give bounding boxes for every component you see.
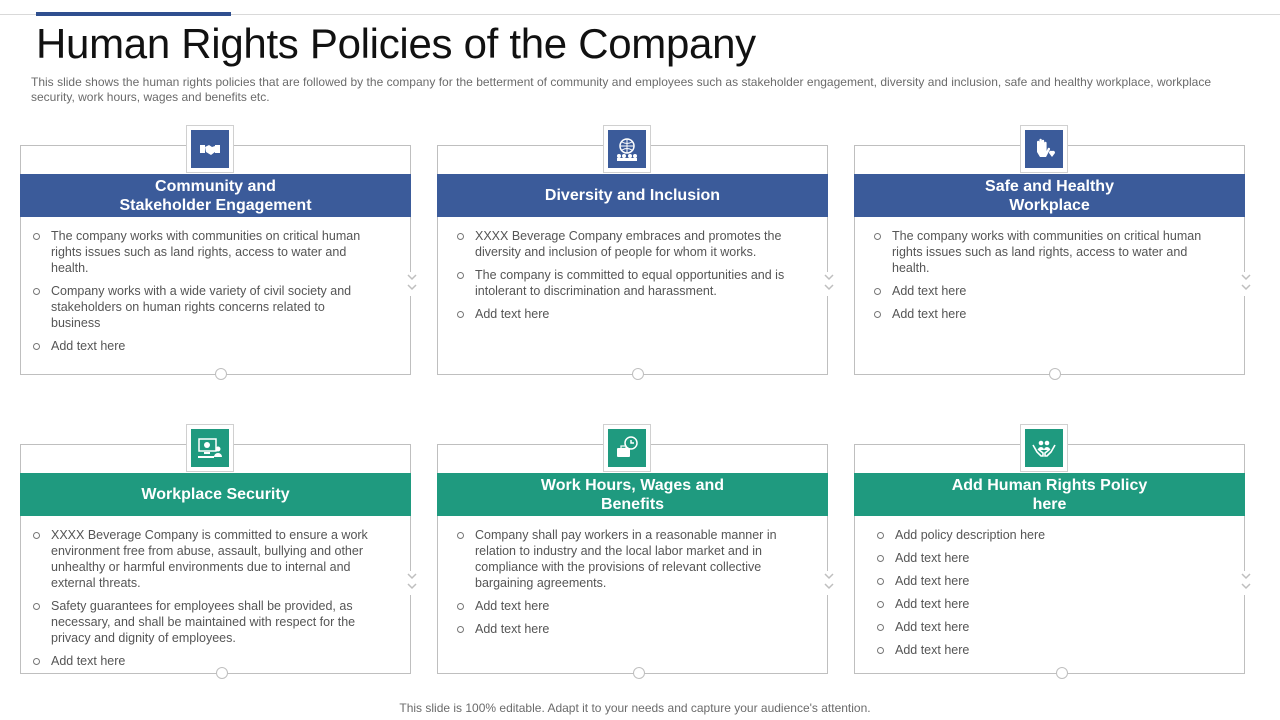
list-item: Company shall pay workers in a reasonable manner in relation to industry and the local labor market and in compliance with the provisions of relevant collective bargaining agreements. (456, 527, 796, 591)
list-item: The company is committed to equal opportunities and is intolerant to discrimination and harassment. (456, 267, 796, 299)
card-heading: Workplace Security (20, 473, 411, 516)
list-item: The company works with communities on critical human rights issues such as land rights, access to water and health. (32, 228, 372, 276)
list-item: Company works with a wide variety of civil society and stakeholders on human rights concerns related to business (32, 283, 372, 331)
card-heading: Diversity and Inclusion (437, 174, 828, 217)
card-bullet-list (456, 527, 796, 644)
list-item: Add text here (456, 306, 796, 322)
chevron-down-icon (406, 272, 418, 296)
card-heading: Add Human Rights Policy here (854, 473, 1245, 516)
list-item: Add text here (876, 550, 1216, 566)
secure-computer-icon (197, 435, 223, 461)
chevron-down-icon (1240, 272, 1252, 296)
card-bullet-list (32, 228, 372, 361)
card-icon-frame (1020, 125, 1068, 173)
connector-dot (633, 667, 645, 679)
list-item: Add text here (32, 338, 372, 354)
page-title: Human Rights Policies of the Company (36, 20, 756, 67)
chevron-down-icon (823, 571, 835, 595)
connector-dot (1049, 368, 1061, 380)
page-subtitle: This slide shows the human rights policies that are followed by the company for the betterment of community and employees such as stakeholder engagement, diversity and inclusion, safe and healthy workplace, workplace security, work hours, wages and benefits etc. (31, 75, 1211, 104)
connector-dot (215, 368, 227, 380)
list-item: Add text here (456, 621, 796, 637)
card-icon-frame (186, 424, 234, 472)
chevron-down-icon (406, 571, 418, 595)
chevron-down-icon (1240, 571, 1252, 595)
list-item: Add text here (876, 642, 1216, 658)
card-icon-frame (603, 424, 651, 472)
list-item: Add text here (873, 283, 1213, 299)
list-item: Add text here (876, 573, 1216, 589)
card-heading: Safe and Healthy Workplace (854, 174, 1245, 217)
card-bullet-list (32, 527, 388, 676)
list-item: Add policy description here (876, 527, 1216, 543)
title-accent-bar (36, 12, 231, 16)
list-item: Add text here (456, 598, 796, 614)
card-bullet-list (873, 228, 1213, 329)
hand-heart-icon (1031, 136, 1057, 162)
hands-people-icon (1031, 435, 1057, 461)
card-icon-frame (186, 125, 234, 173)
list-item: Add text here (873, 306, 1213, 322)
briefcase-clock-icon (614, 435, 640, 461)
list-item: The company works with communities on critical human rights issues such as land rights, access to water and health. (873, 228, 1213, 276)
list-item: Safety guarantees for employees shall be provided, as necessary, and shall be maintained with respect for the privacy and dignity of employees. (32, 598, 388, 646)
globe-people-icon (614, 136, 640, 162)
card-heading: Community and Stakeholder Engagement (20, 174, 411, 217)
card-icon-frame (603, 125, 651, 173)
card-bullet-list (876, 527, 1216, 665)
connector-dot (632, 368, 644, 380)
list-item: XXXX Beverage Company embraces and promotes the diversity and inclusion of people for whom it works. (456, 228, 796, 260)
handshake-icon (197, 136, 223, 162)
footer-note: This slide is 100% editable. Adapt it to your needs and capture your audience's attention. (399, 701, 871, 715)
card-bullet-list (456, 228, 796, 329)
connector-dot (1056, 667, 1068, 679)
card-icon-frame (1020, 424, 1068, 472)
list-item: Add text here (876, 619, 1216, 635)
chevron-down-icon (823, 272, 835, 296)
connector-dot (216, 667, 228, 679)
list-item: Add text here (876, 596, 1216, 612)
list-item: Add text here (32, 653, 388, 669)
card-heading: Work Hours, Wages and Benefits (437, 473, 828, 516)
list-item: XXXX Beverage Company is committed to ensure a work environment free from abuse, assault, bullying and other unhealthy or harmful environments due to internal and external threats. (32, 527, 388, 591)
